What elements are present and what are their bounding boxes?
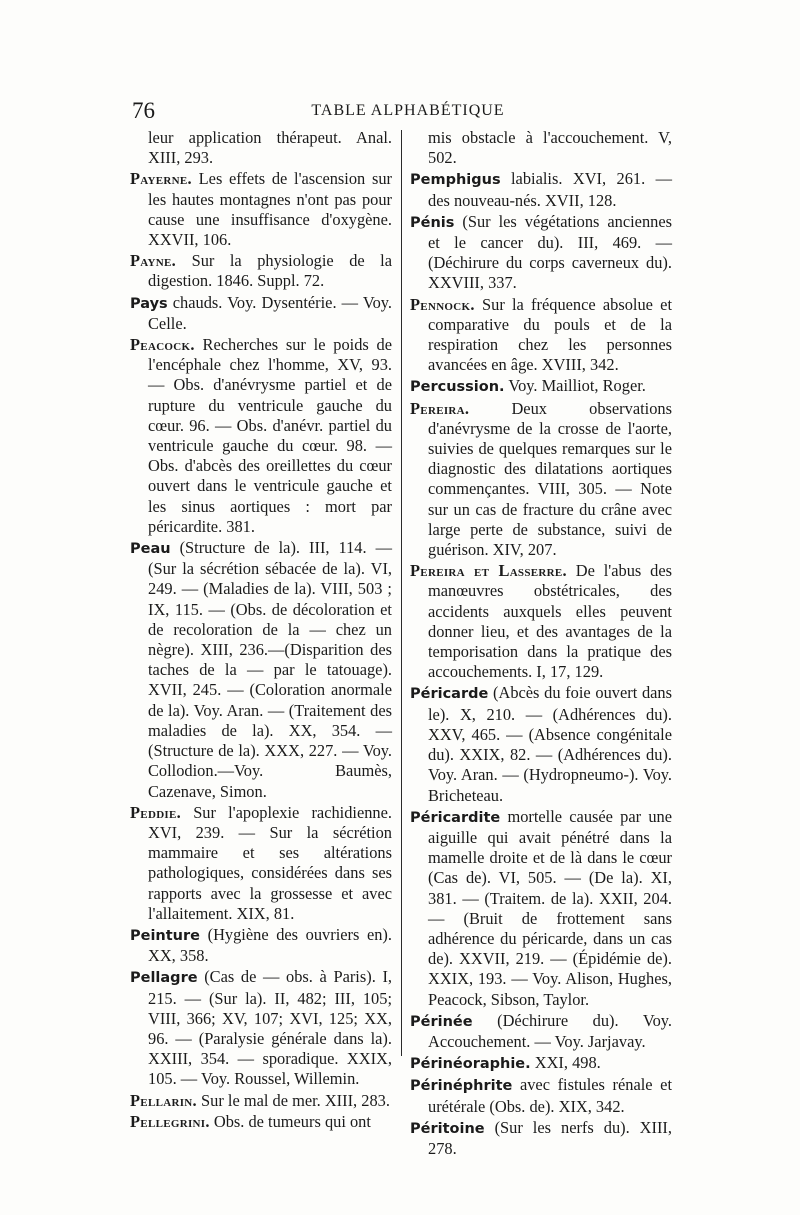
entry-text: (Hygiène des ouvriers en). XX, 358.: [148, 924, 392, 966]
entry-headword: Peau: [130, 541, 171, 558]
index-entry: [130, 967, 392, 1089]
index-entry: [410, 212, 672, 294]
entry-text: (Déchirure du). Voy. Accouchement. — Voy. Jarjavay.: [428, 1010, 672, 1051]
entry-text: Obs. de tumeurs qui ont: [209, 1111, 371, 1131]
column-divider: [401, 130, 402, 1056]
index-entry: [130, 1091, 392, 1111]
entry-headword: Pereira et Lasserre.: [410, 561, 567, 581]
index-entry: [130, 803, 392, 924]
index-entry: [410, 169, 672, 210]
index-entry: [130, 251, 392, 291]
entry-headword: Pemphigus: [410, 172, 501, 189]
entry-headword: Périnéoraphie.: [410, 1056, 531, 1073]
index-entry: [410, 1075, 672, 1116]
entry-headword: Péritoine: [410, 1120, 485, 1137]
entry-text: De l'abus des manœuvres obstétricales, des accidents auxquels elles peuvent donner lieu, et des avantages de la temporisation dans la pratique des accouchements. I, 17, 129.: [428, 561, 672, 682]
entry-text: avec fistules rénale et urétérale (Obs. de). XIX, 342.: [428, 1075, 672, 1116]
index-entry: [410, 128, 672, 168]
entry-text: Sur la fréquence absolue et comparative du pouls et de la respiration chez les personnes avancées en âge. XVIII, 342.: [428, 294, 672, 375]
index-entry: [130, 1112, 392, 1132]
entry-text: Recherches sur le poids de l'encéphale chez l'homme, XV, 93. — Obs. d'anévrysme partiel et de rupture du ventricule gauche du cœur. 96. — Obs. d'anévr. partiel du ventricule gauche du cœur. 98. — Obs. d'abcès des oreillettes du cœur ouvert dans le ventricule gauche et les sinus aortiques : mort par péricardite. 381.: [148, 335, 392, 536]
entry-headword: Peddie.: [130, 802, 182, 822]
index-entry: [410, 1118, 672, 1159]
index-entry: [410, 1011, 672, 1052]
entry-headword: Pereira.: [410, 398, 470, 418]
entry-text: labialis. XVI, 261. — des nouveau-nés. XVII, 128.: [428, 169, 672, 210]
entry-headword: Peacock.: [130, 335, 195, 355]
entry-text: (Sur les végétations anciennes et le cancer du). III, 469. — (Déchirure du corps caverneux du). XXVIII, 337.: [428, 211, 672, 293]
entry-headword: Peinture: [130, 927, 200, 944]
index-entry: [130, 538, 392, 802]
entry-headword: Payne.: [130, 251, 177, 271]
entry-text: (Sur les nerfs du). XIII, 278.: [428, 1117, 672, 1158]
left-column: [130, 128, 392, 1133]
index-entry: [130, 925, 392, 966]
entry-headword: Pays: [130, 295, 168, 312]
right-column: [410, 128, 672, 1160]
entry-headword: Pellagre: [130, 970, 198, 987]
entry-text: Sur la physiologie de la digestion. 1846. Suppl. 72.: [148, 251, 392, 291]
entry-headword: Périnéphrite: [410, 1078, 513, 1095]
index-entry: [410, 683, 672, 805]
page-header: [128, 98, 688, 132]
entry-text: (Abcès du foie ouvert dans le). X, 210. — (Adhérences du). XXV, 465. — (Absence congénitale du). XXIX, 82. — (Adhérences du). Voy. Aran. — (Hydropneumo-). Voy. Bricheteau.: [428, 683, 672, 805]
entry-text: Sur l'apoplexie rachidienne. XVI, 239. — Sur la sécrétion mammaire et ses altérations pathologiques, considérées dans ses rapports avec la grossesse et avec l'allaitement. XIX, 81.: [148, 802, 392, 923]
entry-headword: Pellarin.: [130, 1090, 197, 1110]
entry-text: XXI, 498.: [530, 1053, 601, 1073]
index-entry: [410, 807, 672, 1010]
index-entry: [130, 169, 392, 250]
entry-headword: Péricarde: [410, 686, 489, 703]
entry-headword: Pénis: [410, 214, 455, 231]
entry-text: Voy. Mailliot, Roger.: [504, 376, 646, 396]
index-entry: [130, 335, 392, 537]
entry-headword: Péricardite: [410, 809, 501, 826]
index-entry: [410, 1053, 672, 1074]
entry-headword: Pennock.: [410, 294, 475, 314]
entry-text: Sur le mal de mer. XIII, 283.: [196, 1090, 390, 1110]
entry-text: Deux observations d'anévrysme de la crosse de l'aorte, suivies de quelques remarques sur le diagnostic des dilatations aortiques commençantes. VIII, 305. — Note sur un cas de fracture du crâne avec large perte de substance, suivi de guérison. XIV, 207.: [428, 398, 672, 560]
entry-text: mis obstacle à l'accouchement. V, 502.: [428, 128, 672, 168]
index-entry: [410, 295, 672, 376]
entry-text: leur application thérapeut. Anal. XIII, 293.: [148, 128, 392, 168]
index-entry: [410, 561, 672, 682]
index-entry: [410, 399, 672, 561]
running-title: TABLE ALPHABÉTIQUE: [311, 102, 505, 119]
index-entry: [130, 128, 392, 168]
entry-headword: Périnée: [410, 1013, 473, 1030]
entry-headword: Pellegrini.: [130, 1111, 210, 1131]
index-entry: [410, 376, 672, 397]
entry-text: chauds. Voy. Dysentérie. — Voy. Celle.: [148, 292, 392, 333]
entry-text: (Cas de — obs. à Paris). I, 215. — (Sur la). II, 482; III, 105; VIII, 366; XV, 107; XVI, 125; XX, 96. — (Paralysie générale dans la). XXIII, 354. — sporadique. XXIX, 105. — Voy. Roussel, Willemin.: [148, 967, 392, 1089]
page-number: 76: [132, 98, 155, 123]
entry-text: (Structure de la). III, 114. — (Sur la sécrétion sébacée de la). VI, 249. — (Maladies de la). VIII, 503 ; IX, 115. — (Obs. de décoloration et de recoloration de la — chez un nègre). XIII, 236.—(Disparition des taches de la — par le tatouage). XVII, 245. — (Coloration anormale de la). Voy. Aran. — (Traitement des maladies de la). XX, 354. — (Structure de la). XXX, 227. — Voy. Collodion.—Voy. Baumès, Cazenave, Simon.: [148, 538, 392, 801]
entry-headword: Percussion.: [410, 379, 505, 396]
index-entry: [130, 293, 392, 334]
entry-text: mortelle causée par une aiguille qui avait pénétré dans la mamelle droite et de là dans le cœur (Cas de). VI, 505. — (De la). XI, 381. — (Traitem. de la). XXII, 204. — (Bruit de frottement sans adhérence du péricarde, dans un cas de). XXVII, 219. — (Épidémie de). XXIX, 193. — Voy. Alison, Hughes, Peacock, Sibson, Taylor.: [428, 806, 672, 1009]
entry-headword: Payerne.: [130, 169, 192, 189]
entry-text: Les effets de l'ascension sur les hautes montagnes n'ont pas pour cause une insuffisance d'oxygène. XXVII, 106.: [148, 169, 392, 250]
